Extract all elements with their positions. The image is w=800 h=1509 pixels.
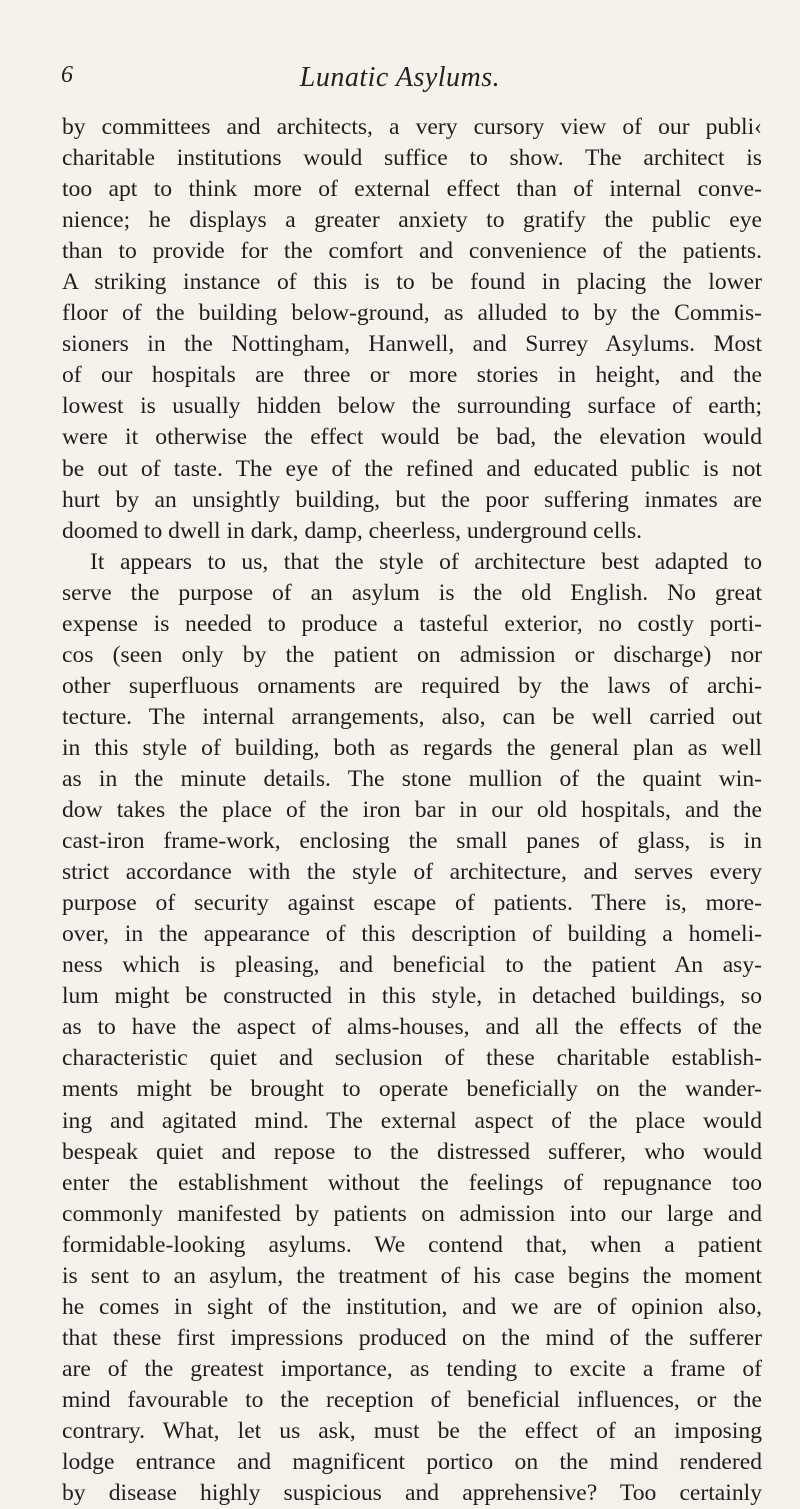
- text-line: doomed to dwell in dark, damp, cheerless, underground cells.: [62, 517, 643, 544]
- text-line: purpose of security against escape of patients. There is, more-: [62, 890, 762, 917]
- text-line: other superfluous ornaments are required by the laws of archi-: [62, 672, 762, 699]
- text-line: by disease highly suspicious and apprehensive? Too certainly: [62, 1480, 762, 1507]
- text-line: than to provide for the comfort and convenience of the patients.: [62, 238, 762, 265]
- text-line: floor of the building below-ground, as alluded to by the Commis-: [62, 300, 762, 327]
- text-line: ments might be brought to operate beneficially on the wander-: [62, 1076, 762, 1103]
- text-line: strict accordance with the style of architecture, and serves every: [62, 859, 762, 886]
- text-line: as to have the aspect of alms-houses, and all the effects of the: [62, 1014, 762, 1041]
- text-line: lowest is usually hidden below the surrounding surface of earth;: [62, 393, 762, 420]
- text-line: ing and agitated mind. The external aspect of the place would: [62, 1107, 762, 1134]
- text-line: is sent to an asylum, the treatment of his case begins the moment: [62, 1262, 762, 1289]
- text-line: of our hospitals are three or more stories in height, and the: [62, 362, 762, 389]
- text-line: are of the greatest importance, as tending to excite a frame of: [62, 1355, 762, 1382]
- text-line: dow takes the place of the iron bar in our old hospitals, and the: [62, 797, 762, 824]
- text-line: in this style of building, both as regards the general plan as well: [62, 734, 762, 761]
- text-line: contrary. What, let us ask, must be the effect of an imposing: [62, 1417, 762, 1444]
- text-line: too apt to think more of external effect than of internal conve-: [62, 176, 762, 203]
- text-line: charitable institutions would suffice to show. The architect is: [62, 145, 762, 172]
- text-line: he comes in sight of the institution, and we are of opinion also,: [62, 1293, 762, 1320]
- text-line: were it otherwise the effect would be bad, the elevation would: [62, 424, 762, 451]
- text-line: lodge entrance and magnificent portico on the mind rendered: [62, 1449, 762, 1476]
- text-line: lum might be constructed in this style, in detached buildings, so: [62, 983, 762, 1010]
- text-line: serve the purpose of an asylum is the old English. No great: [62, 579, 762, 606]
- text-line: hurt by an unsightly building, but the poor suffering inmates are: [62, 486, 762, 513]
- text-line: It appears to us, that the style of architecture best adapted to: [90, 548, 762, 575]
- text-line: over, in the appearance of this description of building a homeli-: [62, 921, 762, 948]
- text-line: formidable-looking asylums. We contend that, when a patient: [62, 1231, 762, 1258]
- text-line: mind favourable to the reception of beneficial influences, or the: [62, 1386, 762, 1413]
- body-text: [62, 112, 762, 1509]
- text-line: characteristic quiet and seclusion of these charitable establish-: [62, 1045, 762, 1072]
- text-line: commonly manifested by patients on admission into our large and: [62, 1200, 762, 1227]
- page-number: 6: [61, 62, 73, 88]
- text-line: tecture. The internal arrangements, also, can be well carried out: [62, 703, 762, 730]
- text-line: A striking instance of this is to be found in placing the lower: [62, 269, 762, 296]
- text-line: cast-iron frame-work, enclosing the small panes of glass, is in: [62, 828, 762, 855]
- text-line: nience; he displays a greater anxiety to gratify the public eye: [62, 207, 762, 234]
- text-line: expense is needed to produce a tasteful exterior, no costly porti-: [62, 610, 762, 637]
- text-line: bespeak quiet and repose to the distressed sufferer, who would: [62, 1138, 762, 1165]
- text-line: be out of taste. The eye of the refined and educated public is not: [62, 455, 762, 482]
- running-head: Lunatic Asylums.: [299, 62, 501, 93]
- text-line: enter the establishment without the feelings of repugnance too: [62, 1169, 762, 1196]
- text-line: cos (seen only by the patient on admission or discharge) nor: [62, 641, 762, 668]
- text-line: by committees and architects, a very cursory view of our publi‹: [62, 114, 762, 140]
- text-line: as in the minute details. The stone mullion of the quaint win-: [62, 765, 762, 792]
- page-header: [0, 62, 800, 102]
- text-line: that these first impressions produced on the mind of the sufferer: [62, 1324, 762, 1351]
- text-line: sioners in the Nottingham, Hanwell, and Surrey Asylums. Most: [62, 331, 762, 358]
- text-line: ness which is pleasing, and beneficial to the patient An asy-: [62, 952, 762, 979]
